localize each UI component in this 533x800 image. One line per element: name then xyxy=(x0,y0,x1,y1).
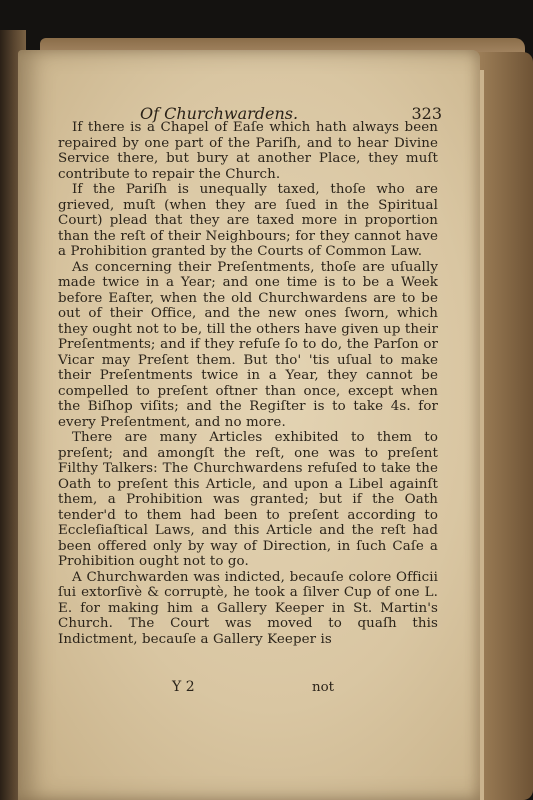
paragraph: If there is a Chapel of Eaſe which hath always been repaired by one part of the Pariſh, and to hear Divine Service there, but bury at another Place, they muſt contribute to repair the Church. xyxy=(58,120,438,182)
paragraph: There are many Articles exhibited to them to preſent; and amongſt the reſt, one was to preſent Filthy Talkers: The Churchwardens refuſed to take the Oath to preſent this Article, and upon a Libel againſt them, a Prohibition was granted; but if the Oath tender'd to them had been to preſent according to Eccleſiaſtical Laws, and this Article and the reſt had been offered only by way of Direction, in ſuch Caſe a Prohibition ought not to go. xyxy=(58,430,438,569)
page-number: 323 xyxy=(411,104,442,123)
body-text xyxy=(58,120,438,647)
catchword: not xyxy=(312,680,335,695)
paragraph: As concerning their Preſentments, thoſe are uſually made twice in a Year; and one time is to be a Week before Eaſter, when the old Churchwardens are to be out of their Office, and the new ones ſworn, which they ought not to be, till the others have given up their Preſentments; and if they refuſe ſo to do, the Parſon or Vicar may Preſent them. But tho' 'tis uſual to make their Preſentments twice in a Year, they cannot be compelled to preſent oftner than once, except when the Biſhop viſits; and the Regiſter is to take 4s. for every Preſentment, and no more. xyxy=(58,259,438,430)
paragraph: If the Pariſh is unequally taxed, thoſe who are grieved, muſt (when they are ſued in the Spiritual Court) plead that they are taxed more in proportion than the reſt of their Neighbours; for they cannot have a Prohibition granted by the Courts of Common Law. xyxy=(58,182,438,259)
running-head: Of Churchwardens. xyxy=(140,104,299,123)
signature-mark: Y 2 xyxy=(172,679,195,695)
paragraph: A Churchwarden was indicted, becauſe colore Officii ſui extorſivè & corruptè, he took a ſilver Cup of one L. E. for making him a Gallery Keeper in St. Martin's Church. The Court was moved to quaſh this Indictment, becauſe a Gallery Keeper is xyxy=(58,569,438,647)
